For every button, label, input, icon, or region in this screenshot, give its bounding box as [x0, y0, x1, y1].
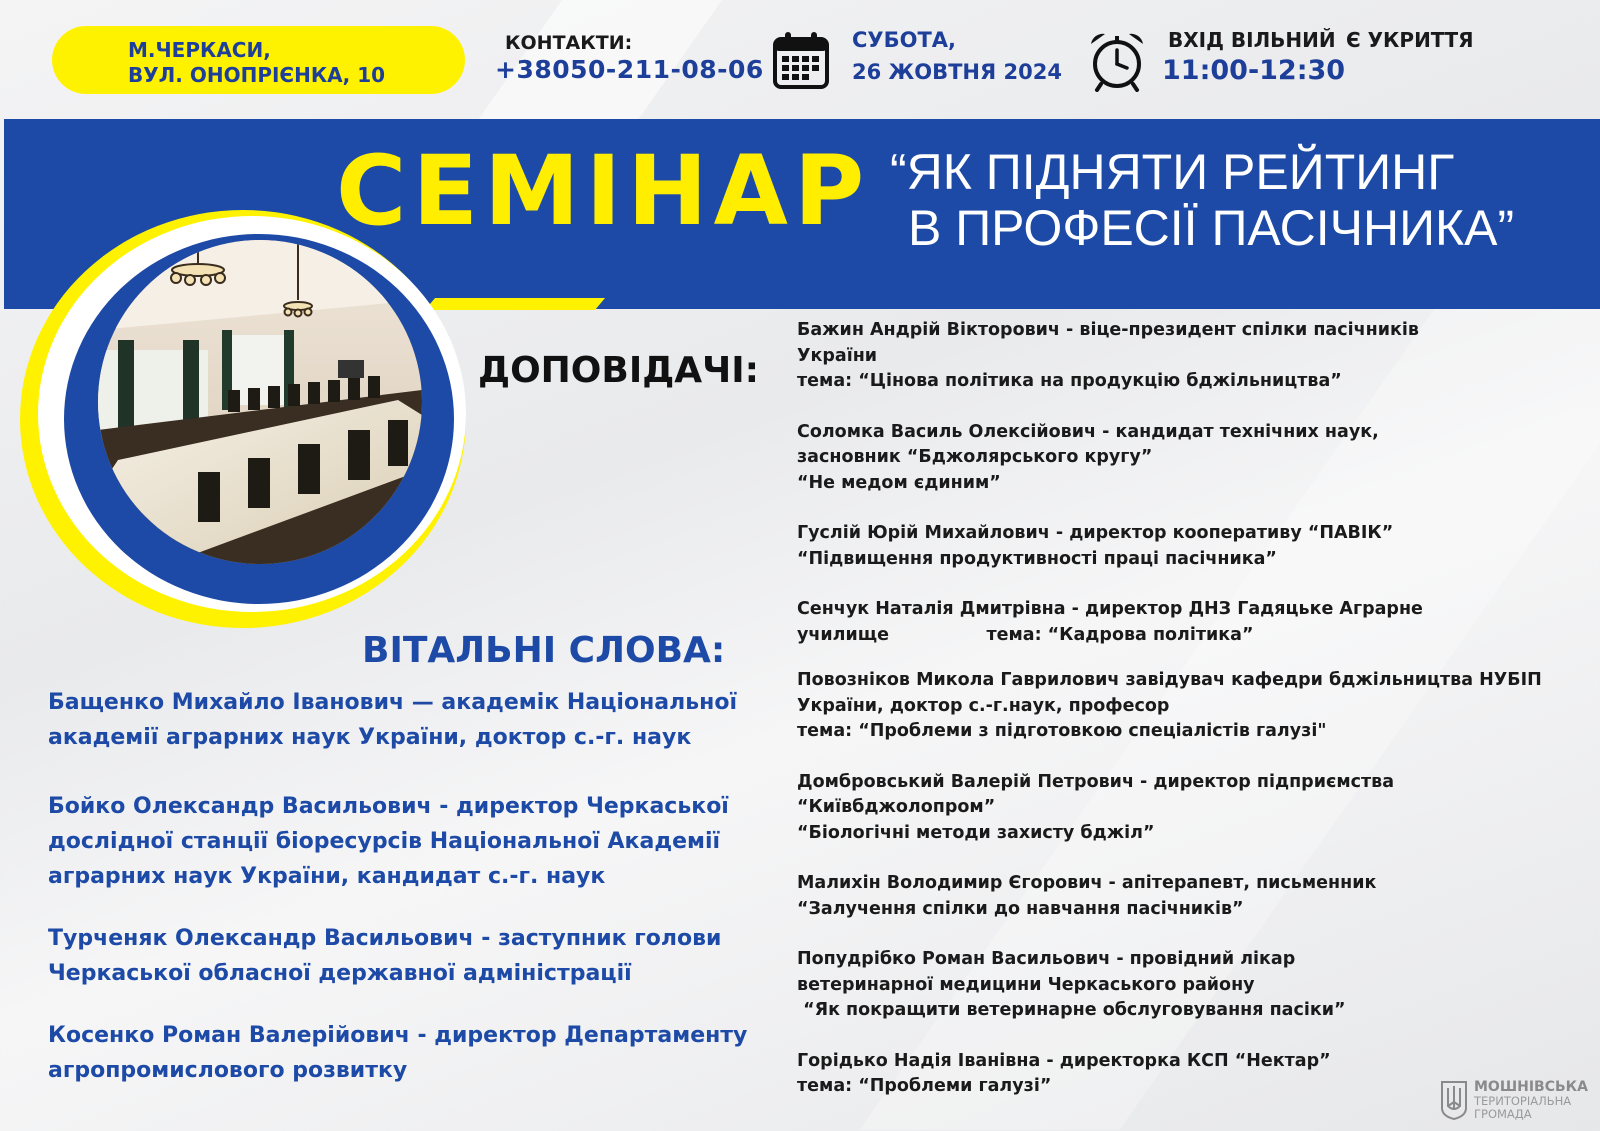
- banner-accent-line: [425, 298, 605, 310]
- speaker-line: Домбровський Валерій Петрович - директор підприємства: [797, 771, 1395, 792]
- welcome-line: Косенко Роман Валерійович - директор Департаменту: [48, 1023, 748, 1048]
- speaker-line: Малихін Володимир Єгорович - апітерапевт, письменник: [797, 873, 1377, 893]
- welcome-line: дослідної станції біоресурсів Національної Академії: [48, 829, 721, 854]
- address-line-1: М.ЧЕРКАСИ,: [128, 38, 271, 62]
- logo-subtitle: ТЕРИТОРІАЛЬНА: [1474, 1094, 1572, 1108]
- logo-subtitle-2: ГРОМАДА: [1474, 1107, 1532, 1121]
- speaker-item: [797, 318, 1587, 395]
- welcome-line: Бойко Олександр Васильович - директор Черкаської: [48, 794, 729, 819]
- community-logo: [1440, 1078, 1590, 1124]
- welcome-item: [48, 789, 748, 894]
- speaker-line: Сенчук Наталія Дмитрівна - директор ДНЗ Гадяцьке Аграрне: [797, 599, 1423, 619]
- speaker-item: [797, 668, 1587, 745]
- welcome-line: аграрних наук України, кандидат с.-г. наук: [48, 864, 606, 889]
- venue-photo: [98, 240, 422, 564]
- speaker-item: [797, 521, 1587, 572]
- event-day: СУБОТА,: [852, 28, 957, 52]
- address-line-2: ВУЛ. ОНОПРІЄНКА, 10: [128, 63, 386, 87]
- address-pill: [52, 26, 465, 94]
- contacts-label: КОНТАКТИ:: [505, 32, 633, 54]
- speaker-line: тема: “Цінова політика на продукцію бджільництва”: [797, 371, 1342, 391]
- speaker-line: Соломка Василь Олексійович - кандидат технічних наук,: [797, 421, 1379, 442]
- speaker-line: засновник “Бджолярського кругу”: [797, 447, 1153, 467]
- welcome-item: [48, 1018, 748, 1088]
- welcome-line: Турченяк Олександр Васильович - заступник голови: [48, 926, 722, 951]
- trident-icon: [1440, 1080, 1468, 1120]
- welcome-list: [48, 685, 748, 1122]
- speaker-item: [797, 420, 1587, 497]
- seminar-subtitle: [890, 144, 1590, 256]
- free-entry-label: ВХІД ВІЛЬНИЙ: [1168, 28, 1336, 52]
- contacts-phone[interactable]: +38050-211-08-06: [495, 55, 764, 84]
- welcome-item: [48, 685, 748, 755]
- speaker-line: Попудрібко Роман Васильович - провідний лікар: [797, 949, 1296, 969]
- event-date: 26 ЖОВТНЯ 2024: [852, 60, 1062, 84]
- welcome-line: академії аграрних наук України, доктор с.-г. наук: [48, 725, 692, 750]
- logo-name: МОШНІВСЬКА: [1474, 1079, 1588, 1095]
- subtitle-line-2: В ПРОФЕСІЇ ПАСІЧНИКА”: [908, 200, 1515, 256]
- speaker-line: ветеринарної медицини Черкаського району: [797, 974, 1255, 995]
- welcome-line: Черкаської обласної державної адміністрації: [48, 961, 632, 986]
- seminar-title: СЕМІНАР: [336, 135, 871, 247]
- speaker-line: Горідько Надія Іванівна - директорка КСП “Нектар”: [797, 1050, 1331, 1071]
- alarm-clock-icon: [1087, 30, 1147, 92]
- calendar-icon: [772, 30, 830, 90]
- subtitle-line-1: “ЯК ПІДНЯТИ РЕЙТИНГ: [890, 144, 1455, 200]
- speaker-line: тема: “Проблеми з підготовкою спеціалістів галузі": [797, 721, 1327, 741]
- speaker-line: “Не медом єдиним”: [797, 472, 1001, 493]
- welcome-heading: ВІТАЛЬНІ СЛОВА:: [362, 630, 726, 671]
- speaker-line: України: [797, 345, 878, 366]
- speaker-line: “Київбджолопром”: [797, 797, 996, 817]
- welcome-line: агропромислового розвитку: [48, 1058, 408, 1083]
- speaker-line: Бажин Андрій Вікторович - віце-президент спілки пасічників: [797, 320, 1419, 340]
- speaker-line: Повозніков Микола Гаврилович завідувач кафедри бджільництва НУБІП: [797, 670, 1542, 690]
- event-time: 11:00-12:30: [1162, 55, 1346, 86]
- speaker-item: [797, 947, 1587, 1024]
- speaker-line: України, доктор с.-г.наук, професор: [797, 695, 1170, 716]
- speaker-line: “Біологічні методи захисту бджіл”: [797, 822, 1155, 843]
- speaker-line: “Як покращити ветеринарне обслуговування пасіки”: [797, 1000, 1346, 1020]
- speaker-line: “Підвищення продуктивності праці пасічника”: [797, 548, 1277, 569]
- welcome-line: Бащенко Михайло Іванович — академік Національної: [48, 690, 738, 715]
- speaker-line: тема: “Проблеми галузі”: [797, 1076, 1052, 1096]
- speaker-line: Гуслій Юрій Михайлович - директор кооперативу “ПАВІК”: [797, 523, 1394, 543]
- speakers-heading: ДОПОВІДАЧІ:: [478, 350, 760, 391]
- welcome-item: [48, 921, 748, 991]
- speaker-line: училище тема: “Кадрова політика”: [797, 624, 1254, 645]
- speaker-item: [797, 597, 1587, 648]
- shelter-label: Є УКРИТТЯ: [1346, 28, 1474, 52]
- speaker-line: “Залучення спілки до навчання пасічників”: [797, 898, 1244, 919]
- speaker-item: [797, 770, 1587, 847]
- speakers-list: [797, 318, 1587, 1100]
- speaker-item: [797, 871, 1587, 922]
